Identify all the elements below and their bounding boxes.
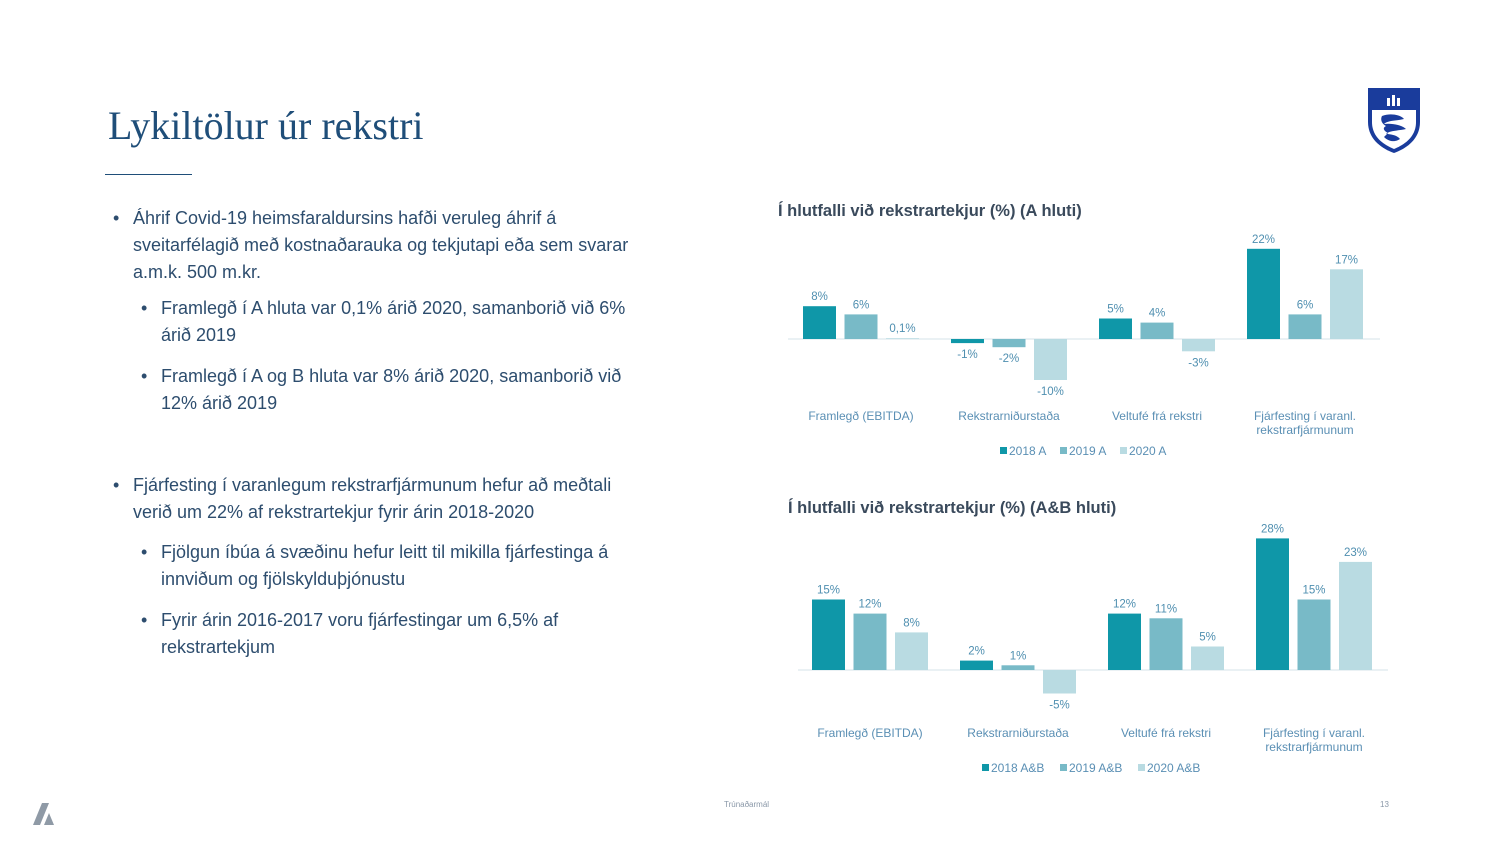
category-label: Veltufé frá rekstri [1111, 409, 1203, 423]
category-label: rekstrarfjármunum [1265, 740, 1363, 754]
bar [1247, 249, 1280, 339]
category-label: Veltufé frá rekstri [1120, 726, 1212, 740]
bar [951, 339, 984, 343]
bullet-item: • Fjárfesting í varanlegum rekstrarfjármunum hefur að meðtali verið um 22% af rekstrartekjur fyrir árin 2018-2020 [113, 472, 653, 526]
bar [1002, 665, 1035, 670]
data-label: -10% [1037, 386, 1064, 398]
confidential-label: Trúnaðarmál [724, 800, 770, 809]
legend-label: 2020 A&B [1147, 761, 1201, 775]
data-label: 28% [1260, 523, 1285, 536]
category-label: Framlegð (EBITDA) [808, 409, 914, 423]
legend-label: 2018 A&B [991, 761, 1045, 775]
data-label: 8% [811, 291, 828, 304]
bar [1339, 562, 1372, 670]
data-label: 5% [1199, 631, 1216, 644]
data-label: 22% [1251, 233, 1276, 246]
legend-swatch [1060, 447, 1067, 454]
data-label: 6% [852, 299, 870, 312]
bar [803, 306, 836, 339]
corner-brand-logo [33, 803, 57, 825]
bullet-item: • Fjölgun íbúa á svæðinu hefur leitt til mikilla fjárfestinga á innviðum og fjölskylduþjónustu [113, 539, 653, 593]
bar [1289, 314, 1322, 339]
bar [1191, 647, 1224, 671]
legend-label: 2018 A [1009, 444, 1047, 458]
bullet-item: • Fyrir árin 2016-2017 voru fjárfestingar um 6,5% af rekstrartekjum [113, 607, 653, 661]
category-label: rekstrarfjármunum [1256, 423, 1354, 437]
bar [1298, 600, 1331, 671]
category-label: Framlegð (EBITDA) [817, 726, 923, 740]
data-label: 1% [1009, 650, 1027, 663]
legend-label: 2019 A [1069, 444, 1107, 458]
bar [993, 339, 1026, 347]
bar [886, 338, 919, 339]
bar [1182, 339, 1215, 351]
bar [854, 614, 887, 670]
bar [1256, 538, 1289, 670]
chart-a-hluti [770, 195, 1410, 465]
bullet-item: • Áhrif Covid-19 heimsfaraldursins hafði veruleg áhrif á sveitarfélagið með kostnaðarauka og tekjutapi eða sem svarar a.m.k. 500 m.kr. [113, 205, 653, 286]
bar [1141, 323, 1174, 339]
legend-swatch [1000, 447, 1007, 454]
bar [1034, 339, 1067, 380]
bullet-item: • Framlegð í A hluta var 0,1% árið 2020, samanborið við 6% árið 2019 [113, 295, 653, 349]
data-label: -3% [1188, 357, 1209, 370]
data-label: 6% [1296, 299, 1314, 312]
data-label: 2% [968, 645, 985, 658]
legend-swatch [1060, 764, 1067, 771]
bar [812, 600, 845, 671]
data-label: 5% [1107, 303, 1124, 316]
bullet-item: • Framlegð í A og B hluta var 8% árið 2020, samanborið við 12% árið 2019 [113, 363, 653, 417]
chart-title: Í hlutfalli við rekstrartekjur (%) (A&B hluti) [788, 499, 1117, 517]
legend-swatch [1120, 447, 1127, 454]
data-label: -5% [1049, 699, 1070, 712]
slide-title: Lykiltölur úr rekstri [108, 103, 424, 148]
data-label: -2% [998, 353, 1020, 366]
bar [1099, 319, 1132, 340]
data-label: 15% [1302, 584, 1326, 597]
data-label: 0,1% [889, 323, 916, 336]
municipality-crest-logo [1366, 86, 1422, 154]
page-number: 13 [1380, 800, 1389, 809]
data-label: 15% [816, 584, 841, 597]
legend-label: 2019 A&B [1069, 761, 1123, 775]
category-label: Rekstrarniðurstaða [967, 726, 1069, 740]
chart-ab-hluti [770, 492, 1410, 782]
bullet-list [113, 205, 653, 661]
chart-title: Í hlutfalli við rekstrartekjur (%) (A hluti) [778, 202, 1082, 220]
title-underline [105, 174, 192, 175]
bar [1108, 614, 1141, 670]
data-label: 23% [1343, 546, 1368, 559]
data-label: 4% [1148, 307, 1166, 320]
category-label: Fjárfesting í varanl. [1262, 726, 1366, 740]
data-label: -1% [957, 349, 978, 362]
bar [845, 314, 878, 339]
category-label: Fjárfesting í varanl. [1253, 409, 1357, 423]
data-label: 8% [903, 617, 920, 630]
legend-swatch [1138, 764, 1145, 771]
bar [1043, 670, 1076, 694]
bar [1150, 618, 1183, 670]
bar [960, 661, 993, 670]
legend-label: 2020 A [1129, 444, 1167, 458]
bar [1330, 269, 1363, 339]
legend-swatch [982, 764, 989, 771]
data-label: 12% [858, 598, 882, 611]
data-label: 11% [1154, 603, 1178, 616]
bar [895, 632, 928, 670]
data-label: 17% [1334, 254, 1359, 267]
category-label: Rekstrarniðurstaða [958, 409, 1060, 423]
data-label: 12% [1112, 598, 1137, 611]
